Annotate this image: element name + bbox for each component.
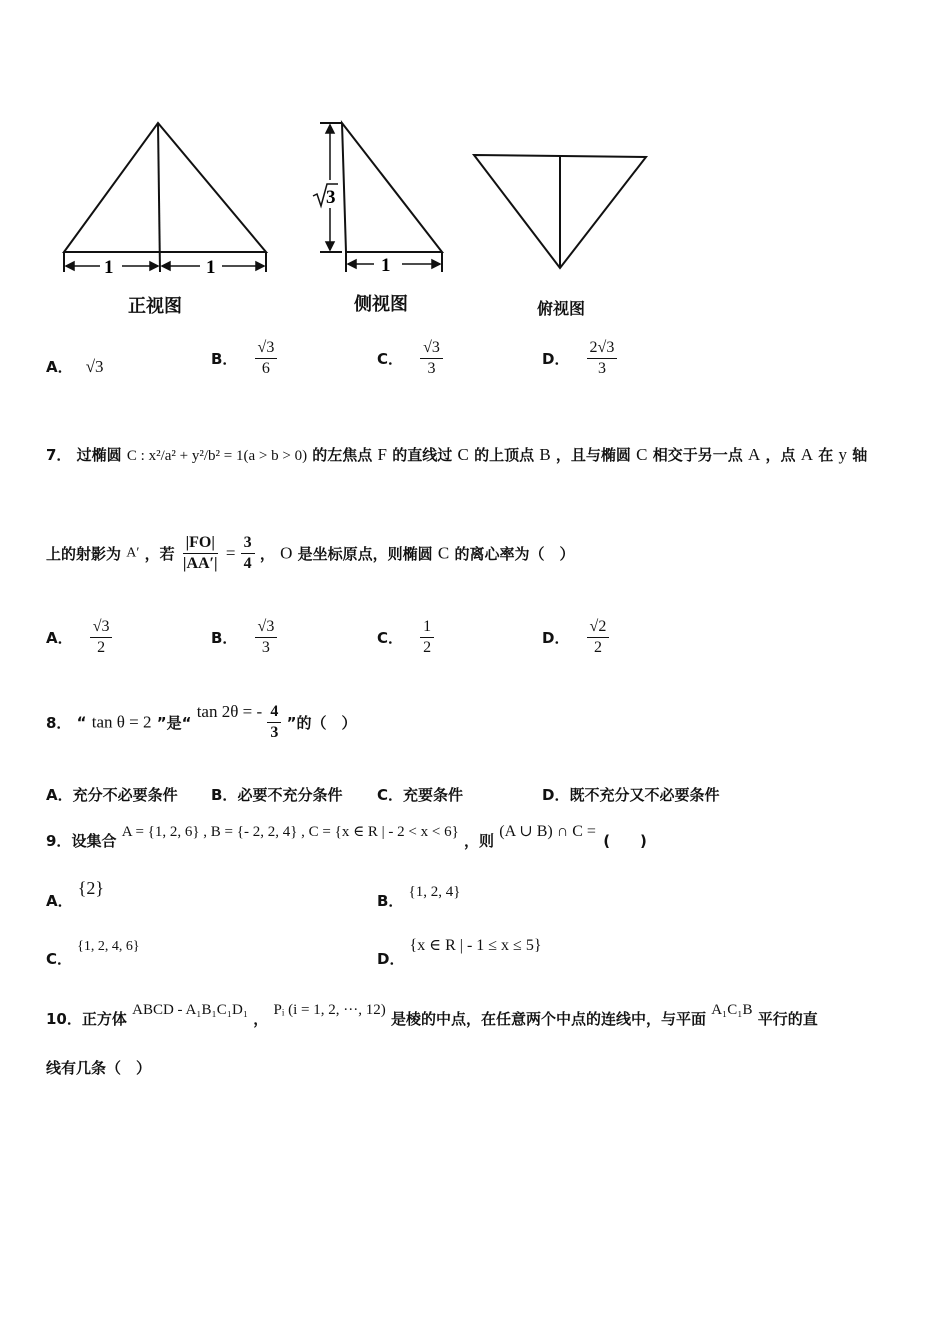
side-dim-bottom: 1 xyxy=(381,255,391,276)
q7-text-11: ，若 xyxy=(144,545,175,563)
option-numerator: √2 xyxy=(587,617,610,638)
q7-var-y: y xyxy=(838,445,848,464)
q10-line2: 线有几条（ ） xyxy=(46,1059,152,1077)
q9-sets: A = {1, 2, 6} , B = {- 2, 2, 4} , C = {x ∈ R | - 2 < x < 6} xyxy=(121,824,459,840)
option-letter: C． xyxy=(377,786,404,804)
q7-text-7: ，点 xyxy=(765,446,796,464)
q8-option-d[interactable] xyxy=(542,784,719,805)
q7-ellipse-eq: C : x²/a² + y²/b² = 1(a > b > 0) xyxy=(126,448,308,464)
q7-text-9: 轴 xyxy=(852,446,868,464)
q8-expr-2: tan 2θ = - xyxy=(196,702,263,721)
option-numerator: √3 xyxy=(255,617,278,638)
side-view-label: 侧视图 xyxy=(354,294,408,315)
q7-ratio-num: |FO| xyxy=(183,533,218,554)
q8-expr-1: tan θ = 2 xyxy=(91,712,152,732)
q8-frac-num: 4 xyxy=(267,702,281,723)
q7-var-c2: C xyxy=(636,445,648,464)
side-dim-sqrt3 xyxy=(313,184,338,208)
option-text: 既不充分又不必要条件 xyxy=(569,786,720,804)
q9-option-b[interactable] xyxy=(377,880,461,910)
option-letter: C． xyxy=(377,629,404,647)
q7-var-a2: A xyxy=(800,445,814,464)
option-letter: A． xyxy=(46,786,73,804)
q7-equals: = xyxy=(225,543,236,563)
q7-ratio-den: |AA′| xyxy=(182,555,218,572)
option-text: 必要不充分条件 xyxy=(237,786,343,804)
option-letter: C． xyxy=(377,350,404,368)
option-value: {2} xyxy=(77,878,104,898)
q6-option-d[interactable] xyxy=(542,338,617,379)
q10-line1 xyxy=(46,998,818,1028)
q9-text-2: ，则 xyxy=(464,832,495,850)
svg-text:3: 3 xyxy=(326,187,336,208)
q9-option-c[interactable] xyxy=(46,934,140,968)
option-text: 充分不必要条件 xyxy=(72,786,178,804)
q9-text-1: 设集合 xyxy=(71,832,117,850)
q7-var-o: O xyxy=(280,543,293,563)
q7-option-c[interactable] xyxy=(377,617,434,658)
q6-option-b[interactable] xyxy=(211,338,277,379)
option-numerator: √3 xyxy=(420,338,443,359)
q7-var-c3: C xyxy=(437,543,450,563)
option-denominator: 3 xyxy=(597,360,606,377)
q7-var-c: C xyxy=(457,445,469,464)
option-letter: D． xyxy=(542,629,570,647)
front-view-label: 正视图 xyxy=(128,296,182,317)
option-numerator: 1 xyxy=(420,617,434,638)
q7-text-14: 的离心率为（ ） xyxy=(454,545,575,563)
q7-text-13: 是坐标原点，则椭圆 xyxy=(297,545,433,563)
q10-number: 10． xyxy=(46,1010,82,1028)
q7-option-b[interactable] xyxy=(211,617,277,658)
q7-text-2: 的左焦点 xyxy=(312,446,373,464)
option-denominator: 2 xyxy=(593,639,602,656)
option-letter: A． xyxy=(46,358,73,376)
q6-option-a[interactable] xyxy=(46,356,104,377)
front-view-triangle xyxy=(64,123,266,252)
q10-text-3: 平行的直 xyxy=(757,1010,818,1028)
q6-option-c[interactable] xyxy=(377,338,443,379)
option-denominator: 2 xyxy=(423,639,432,656)
q10-text-2: 是棱的中点，在任意两个中点的连线中，与平面 xyxy=(390,1010,706,1028)
option-value: {x ∈ R | - 1 ≤ x ≤ 5} xyxy=(409,937,542,954)
q7-text-8: 在 xyxy=(818,446,834,464)
front-dim-left: 1 xyxy=(104,257,114,278)
q7-var-f: F xyxy=(377,445,388,464)
q7-number: 7． xyxy=(46,446,72,464)
q9-number: 9． xyxy=(46,832,72,850)
option-letter: B． xyxy=(211,786,238,804)
q7-line1 xyxy=(46,444,867,465)
front-dim-right: 1 xyxy=(206,257,216,278)
q8-quote-open: “ xyxy=(76,713,87,732)
q9-option-d[interactable] xyxy=(377,934,542,968)
q9-paren: ( ) xyxy=(603,832,647,850)
q7-text-3: 的直线过 xyxy=(392,446,453,464)
q8-option-c[interactable] xyxy=(377,784,463,805)
q9-expr: (A ∪ B) ∩ C = xyxy=(499,823,596,840)
option-text: 充要条件 xyxy=(403,786,464,804)
three-view-figure xyxy=(0,0,950,330)
q10-points: Pᵢ (i = 1, 2, ···, 12) xyxy=(273,1002,386,1018)
option-denominator: 6 xyxy=(261,360,270,377)
option-numerator: √3 xyxy=(90,617,113,638)
q8-quote-close: ”的（ ） xyxy=(286,714,357,732)
option-letter: B． xyxy=(211,629,238,647)
front-view-altitude xyxy=(158,123,160,272)
top-view-label: 俯视图 xyxy=(537,299,586,318)
q7-option-d[interactable] xyxy=(542,617,609,658)
option-letter: D． xyxy=(542,786,570,804)
q8-option-a[interactable] xyxy=(46,784,178,805)
q7-value-num: 3 xyxy=(241,533,255,554)
q10-plane: A₁C₁B xyxy=(711,1002,753,1018)
q7-option-a[interactable] xyxy=(46,617,112,658)
q7-text-4: 的上顶点 xyxy=(474,446,535,464)
q8-frac-den: 3 xyxy=(270,724,279,741)
option-denominator: 2 xyxy=(97,639,106,656)
q7-value-den: 4 xyxy=(243,555,252,572)
q7-text-12: ， xyxy=(259,545,275,563)
option-numerator: 2√3 xyxy=(587,338,618,359)
q7-text-10: 上的射影为 xyxy=(46,545,122,563)
q9-stem xyxy=(46,820,647,850)
option-letter: A． xyxy=(46,629,73,647)
q10-cube: ABCD - A₁B₁C₁D₁ xyxy=(132,1002,249,1018)
option-value: √3 xyxy=(85,357,104,376)
option-numerator: √3 xyxy=(255,338,278,359)
q10-comma: ， xyxy=(253,1010,269,1028)
q8-quote-mid: ”是“ xyxy=(156,714,192,732)
option-value: {1, 2, 4, 6} xyxy=(77,939,140,954)
option-value: {1, 2, 4} xyxy=(408,884,461,900)
q8-option-b[interactable] xyxy=(211,784,342,805)
q7-var-b: B xyxy=(539,445,551,464)
side-view-triangle xyxy=(342,123,442,252)
q7-var-a: A xyxy=(747,445,761,464)
q7-text-5: ，且与椭圆 xyxy=(555,446,631,464)
q9-option-a[interactable] xyxy=(46,878,104,910)
option-letter: B． xyxy=(377,892,404,910)
option-letter: B． xyxy=(211,350,238,368)
q10-text-1: 正方体 xyxy=(81,1010,127,1028)
q7-var-aprime: A′ xyxy=(126,545,140,561)
q8-stem xyxy=(46,702,356,743)
option-denominator: 3 xyxy=(261,639,270,656)
q7-text-1: 过椭圆 xyxy=(76,446,122,464)
option-letter: A． xyxy=(46,892,73,910)
option-letter: C． xyxy=(46,950,73,968)
option-letter: D． xyxy=(377,950,405,968)
option-denominator: 3 xyxy=(427,360,436,377)
option-letter: D． xyxy=(542,350,570,368)
q8-number: 8． xyxy=(46,714,72,732)
q7-line2 xyxy=(46,533,574,574)
q7-text-6: 相交于另一点 xyxy=(652,446,743,464)
